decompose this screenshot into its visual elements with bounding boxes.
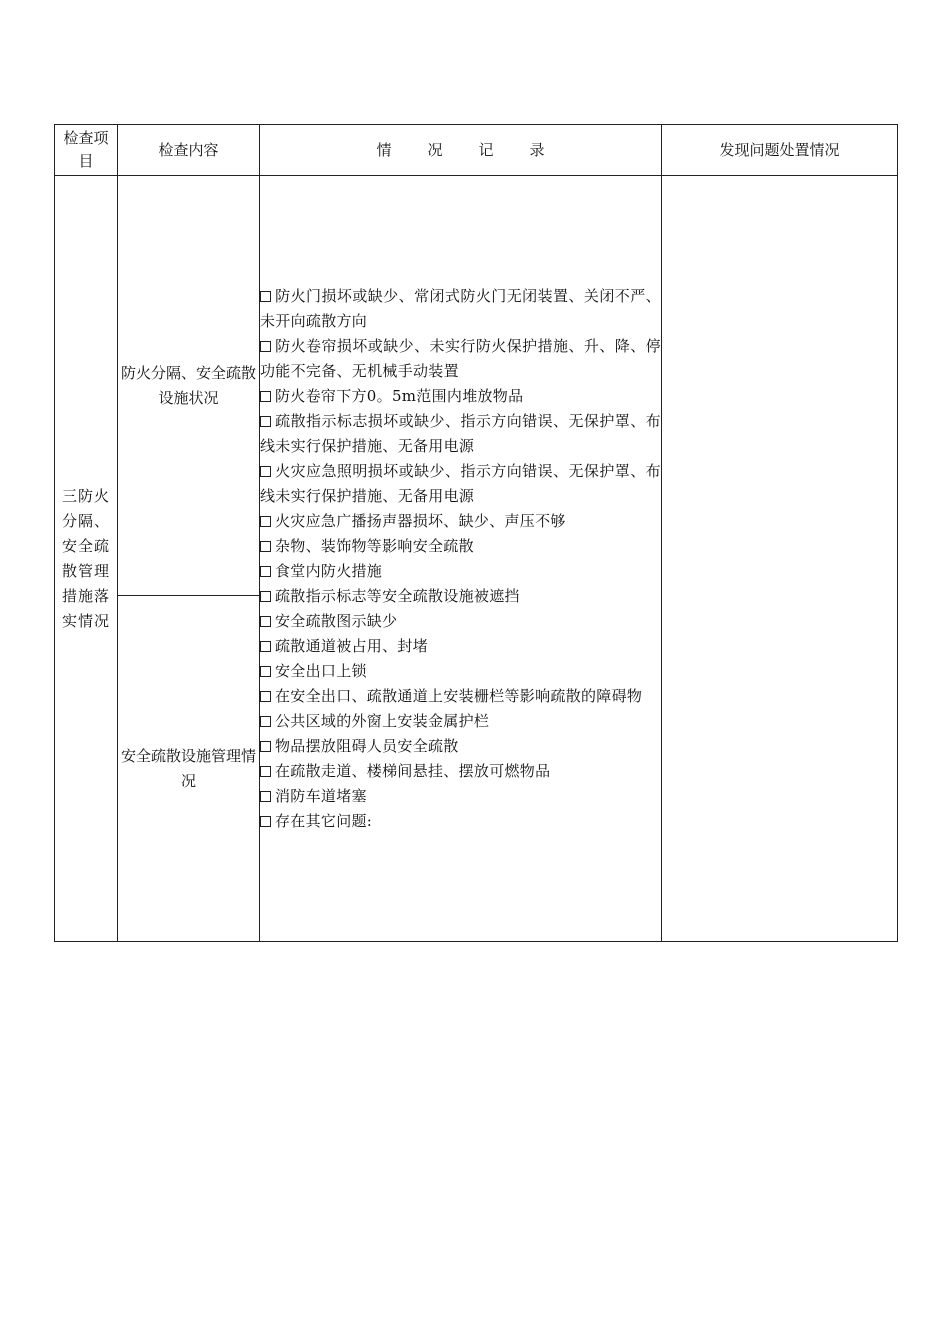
record-text: 在安全出口、疏散通道上安装栅栏等影响疏散的障碍物 [275, 686, 643, 705]
header-record [260, 125, 662, 176]
sub-item-cell: 防火分隔、安全疏散设施状况 [118, 176, 260, 596]
header-record-char: 录 [529, 140, 545, 159]
checkbox-icon[interactable] [260, 641, 271, 652]
record-text: 疏散指示标志损坏或缺少、指示方向错误、无保护罩、布线未实行保护措施、无备用电源 [260, 411, 661, 455]
header-item [55, 125, 118, 176]
record-text: 杂物、装饰物等影响安全疏散 [275, 536, 474, 555]
header-item-label: 检查项目 [63, 129, 109, 170]
header-record-char: 记 [478, 140, 494, 159]
record-item [260, 634, 661, 659]
header-record-char: 况 [427, 140, 443, 159]
record-text: 安全疏散图示缺少 [275, 611, 398, 630]
header-record-char: 情 [376, 140, 392, 159]
checkbox-icon[interactable] [260, 291, 271, 302]
record-text: 物品摆放阻碍人员安全疏散 [275, 736, 459, 755]
record-item [260, 584, 661, 609]
category-cell: 三防火分隔、安全疏散管理措施落实情况 [55, 176, 118, 942]
record-item [260, 284, 661, 334]
checkbox-icon[interactable] [260, 766, 271, 777]
record-item [260, 459, 661, 509]
record-item [260, 559, 661, 584]
checkbox-icon[interactable] [260, 416, 271, 427]
record-text: 火灾应急照明损坏或缺少、指示方向错误、无保护罩、布线未实行保护措施、无备用电源 [260, 461, 661, 505]
checkbox-icon[interactable] [260, 541, 271, 552]
record-text: 消防车道堵塞 [275, 786, 367, 805]
record-item [260, 609, 661, 634]
record-text: 防火卷帘下方0。5m范围内堆放物品 [275, 386, 524, 405]
record-item [260, 759, 661, 784]
records-cell [260, 176, 662, 942]
record-item [260, 659, 661, 684]
record-item [260, 334, 661, 384]
record-item [260, 509, 661, 534]
handling-cell[interactable] [662, 176, 898, 942]
checkbox-icon[interactable] [260, 616, 271, 627]
checkbox-icon[interactable] [260, 566, 271, 577]
record-item [260, 534, 661, 559]
checkbox-icon[interactable] [260, 516, 271, 527]
checkbox-icon[interactable] [260, 691, 271, 702]
record-item [260, 734, 661, 759]
record-text: 公共区域的外窗上安装金属护栏 [275, 711, 490, 730]
checkbox-icon[interactable] [260, 816, 271, 827]
checkbox-icon[interactable] [260, 391, 271, 402]
record-item [260, 709, 661, 734]
checkbox-icon[interactable] [260, 666, 271, 677]
record-text: 安全出口上锁 [275, 661, 367, 680]
record-text: 存在其它问题: [275, 811, 373, 830]
record-item [260, 784, 661, 809]
checkbox-icon[interactable] [260, 341, 271, 352]
record-item [260, 409, 661, 459]
checkbox-icon[interactable] [260, 716, 271, 727]
record-text: 在疏散走道、楼梯间悬挂、摆放可燃物品 [275, 761, 551, 780]
header-content: 检查内容 [118, 125, 260, 176]
header-handling: 发现问题处置情况 [662, 125, 898, 176]
records-list [260, 284, 661, 834]
record-text: 食堂内防火措施 [275, 561, 383, 580]
record-item [260, 684, 661, 709]
sub-item-cell: 安全疏散设施管理情况 [118, 596, 260, 942]
record-text: 防火门损坏或缺少、常闭式防火门无闭装置、关闭不严、未开向疏散方向 [260, 286, 661, 330]
record-text: 疏散通道被占用、封堵 [275, 636, 429, 655]
record-text: 火灾应急广播扬声器损坏、缺少、声压不够 [275, 511, 566, 530]
checkbox-icon[interactable] [260, 591, 271, 602]
checkbox-icon[interactable] [260, 466, 271, 477]
checkbox-icon[interactable] [260, 741, 271, 752]
checkbox-icon[interactable] [260, 791, 271, 802]
record-text: 疏散指示标志等安全疏散设施被遮挡 [275, 586, 520, 605]
table-row [55, 176, 898, 596]
record-text: 防火卷帘损坏或缺少、未实行防火保护措施、升、降、停功能不完备、无机械手动装置 [260, 336, 661, 380]
record-item [260, 809, 661, 834]
record-item [260, 384, 661, 409]
inspection-table [54, 124, 898, 942]
table-header-row [55, 125, 898, 176]
